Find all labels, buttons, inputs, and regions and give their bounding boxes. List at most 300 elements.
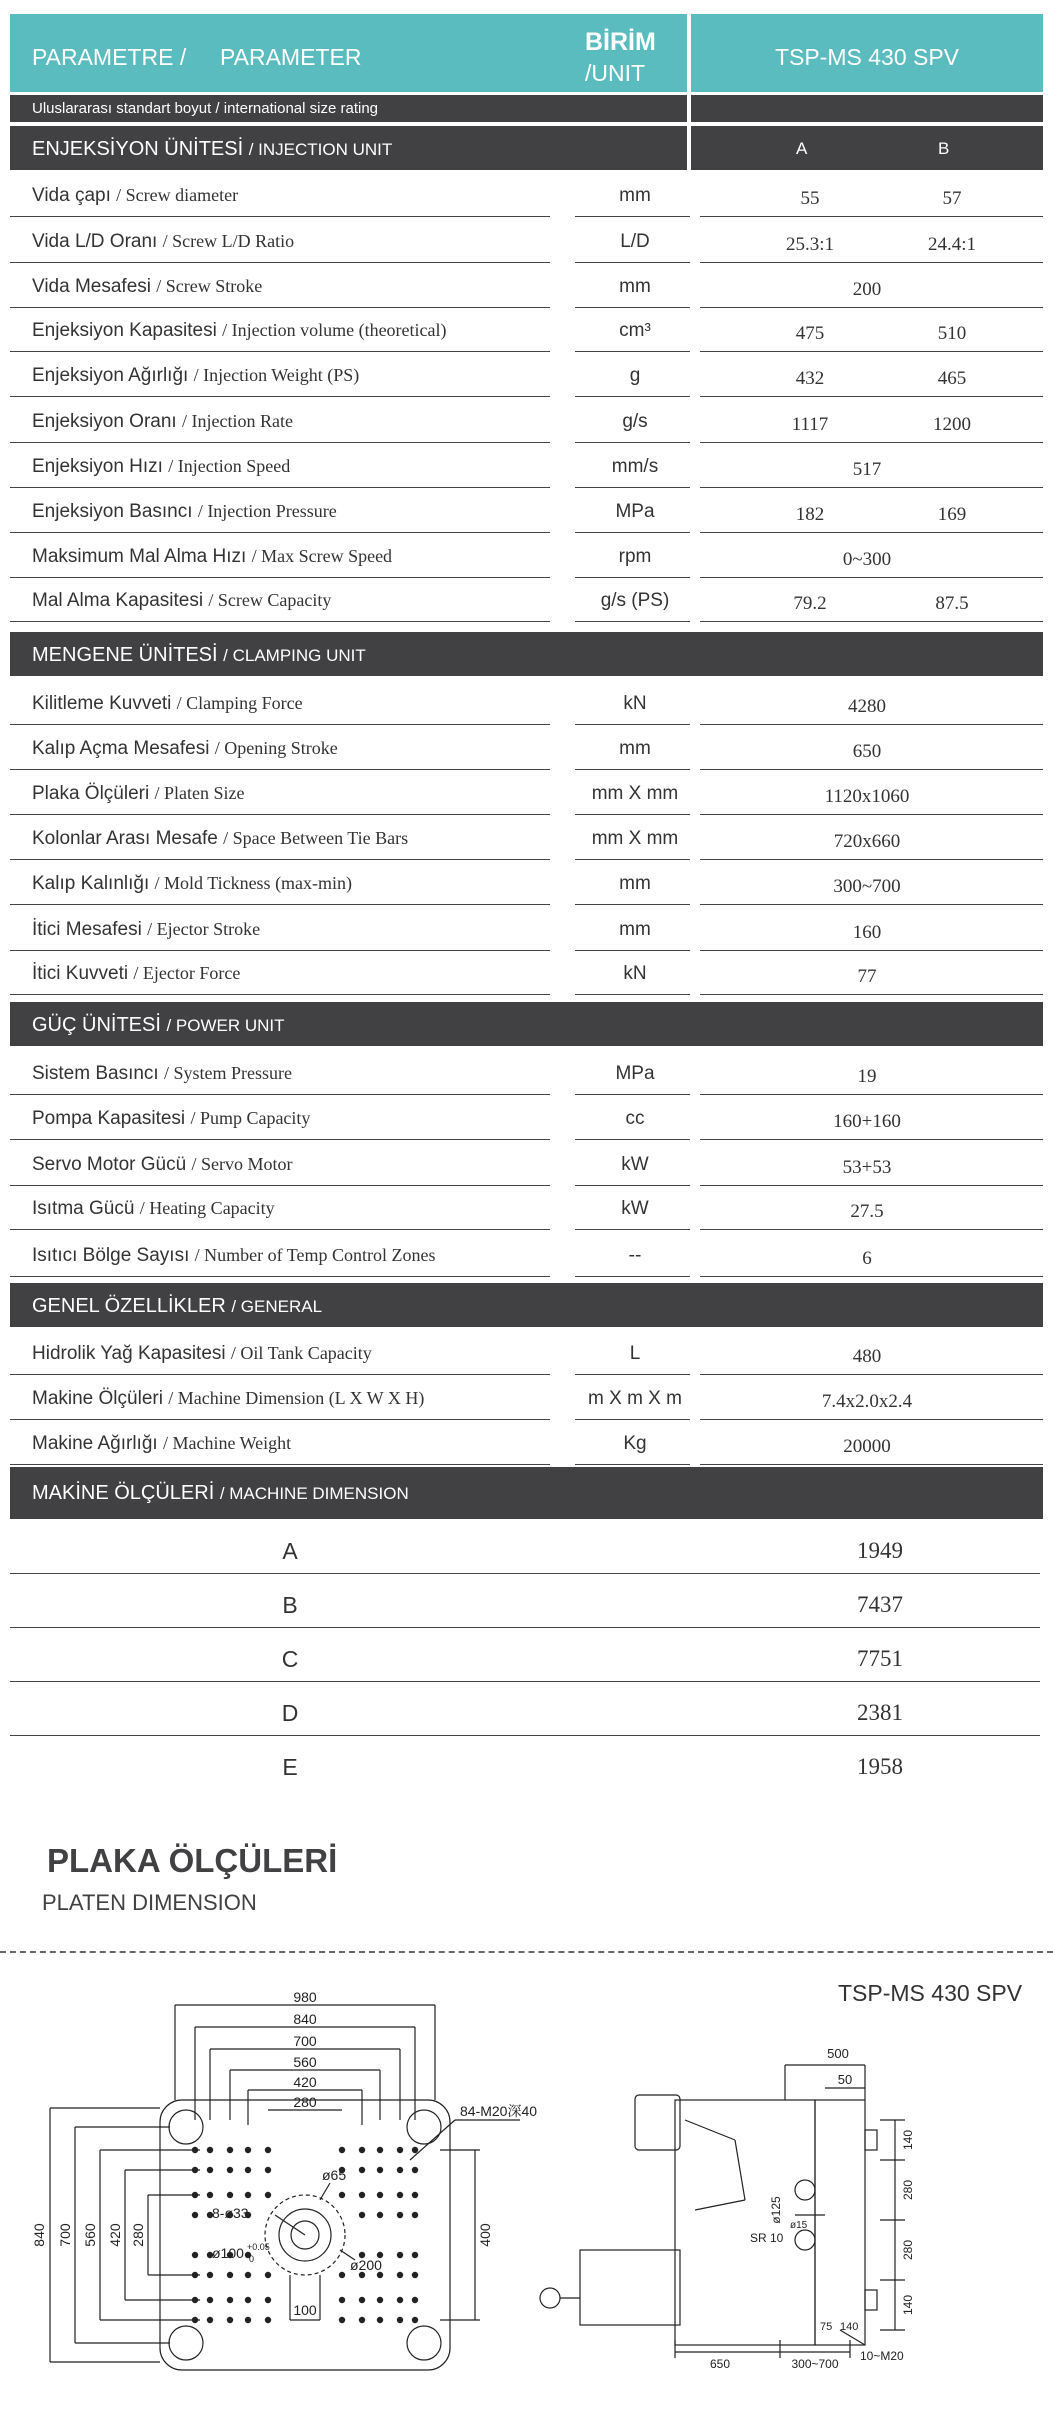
spec-value: 200 xyxy=(852,279,882,300)
spec-unit: mm xyxy=(619,738,651,759)
spec-unit: MPa xyxy=(615,501,655,522)
spec-row xyxy=(10,1185,1043,1230)
mounting-hole xyxy=(397,2212,403,2218)
spec-label xyxy=(32,963,240,985)
spec-unit: kW xyxy=(621,1198,649,1219)
spec-label-tr: İtici Kuvveti xyxy=(32,963,129,984)
spec-label-en: / Injection Pressure xyxy=(197,501,337,521)
row-divider xyxy=(700,216,1043,218)
spec-label-en: / Platen Size xyxy=(154,783,245,803)
section-title-en: / INJECTION UNIT xyxy=(248,140,393,159)
spec-unit: mm xyxy=(619,185,651,206)
mounting-hole xyxy=(265,2147,271,2153)
spec-label xyxy=(32,1108,310,1130)
dimension-value: 1949 xyxy=(857,1538,903,1563)
spec-label-en: / Ejector Force xyxy=(133,963,241,983)
section-title-tr: GÜÇ ÜNİTESİ xyxy=(32,1014,161,1036)
spec-value-b: 465 xyxy=(937,368,967,389)
spec-label-tr: Isıtma Gücü xyxy=(32,1198,135,1219)
spec-row xyxy=(10,1095,1043,1140)
spec-value-a: 182 xyxy=(795,504,825,525)
mounting-hole xyxy=(412,2147,418,2153)
dim-label: 400 xyxy=(477,2223,493,2247)
spec-row xyxy=(10,815,1043,860)
spec-value-a: 25.3:1 xyxy=(785,234,835,255)
spec-label-tr: Enjeksiyon Kapasitesi xyxy=(32,320,217,341)
row-divider xyxy=(10,621,550,623)
tie-bar-hole xyxy=(407,2326,441,2360)
spec-label-en: / Oil Tank Capacity xyxy=(230,1343,372,1363)
spec-label xyxy=(32,456,290,478)
mounting-hole xyxy=(359,2167,365,2173)
cylinder-block xyxy=(580,2250,680,2325)
row-divider xyxy=(575,396,690,398)
section-title-tr: ENJEKSİYON ÜNİTESİ xyxy=(32,138,244,160)
spec-unit: kW xyxy=(621,1154,649,1175)
spec-label-tr: Vida L/D Oranı xyxy=(32,231,158,252)
spec-unit: rpm xyxy=(618,546,652,567)
section-injection-columns xyxy=(691,126,1043,170)
spec-value-a: 79.2 xyxy=(793,593,827,614)
dim-label: 75 xyxy=(820,2321,833,2333)
section-injection xyxy=(10,126,687,170)
row-divider xyxy=(10,216,550,218)
spec-label xyxy=(32,231,294,253)
spec-label-tr: Kolonlar Arası Mesafe xyxy=(32,828,218,849)
dim-label: 280 xyxy=(901,2179,915,2201)
spec-label-en: / Space Between Tie Bars xyxy=(223,828,409,848)
dim-label: 980 xyxy=(293,1990,317,2005)
row-divider xyxy=(575,904,690,906)
spec-unit: mm X mm xyxy=(591,828,679,849)
mounting-hole xyxy=(397,2272,403,2278)
spec-row xyxy=(10,443,1043,488)
mounting-hole xyxy=(412,2252,418,2258)
subheader-text: Uluslararası standart boyut / international size rating xyxy=(32,100,379,117)
mounting-hole xyxy=(397,2297,403,2303)
dashed-divider xyxy=(0,1951,1053,1953)
row-divider xyxy=(10,994,550,996)
spec-label-en: / Screw Stroke xyxy=(156,276,263,296)
spec-label-tr: Kilitleme Kuvveti xyxy=(32,693,172,714)
spec-label xyxy=(32,1388,424,1410)
spec-value-a: 432 xyxy=(795,368,825,389)
dim-label: 280 xyxy=(901,2239,915,2261)
spec-row xyxy=(10,725,1043,770)
row-divider xyxy=(575,994,690,996)
row-divider xyxy=(10,1464,550,1466)
dim-label: ø200 xyxy=(350,2257,382,2273)
spec-label-en: / Max Screw Speed xyxy=(251,546,393,566)
dim-label: 650 xyxy=(709,2357,731,2371)
row-divider xyxy=(10,1229,550,1231)
spec-row xyxy=(10,1050,1043,1095)
spec-label xyxy=(32,365,359,387)
dim-label: 560 xyxy=(82,2223,98,2247)
dim-label: 280 xyxy=(293,2094,317,2110)
spec-unit: g/s (PS) xyxy=(600,590,670,611)
tie-bar-hole xyxy=(169,2326,203,2360)
row-divider xyxy=(700,1139,1043,1141)
spec-value: 0~300 xyxy=(842,549,892,570)
spec-label-en: / Injection Weight (PS) xyxy=(193,365,360,385)
spec-value-a: 55 xyxy=(800,188,820,209)
spec-row xyxy=(10,906,1043,951)
dimension-row xyxy=(10,1736,1040,1790)
spec-label-tr: Hidrolik Yağ Kapasitesi xyxy=(32,1343,226,1364)
spec-unit: mm xyxy=(619,276,651,297)
spec-value-b: 24.4:1 xyxy=(927,234,977,255)
dim-label: +0.05 xyxy=(247,2242,270,2252)
section-title-en: / CLAMPING UNIT xyxy=(223,646,366,665)
section-general xyxy=(10,1283,1043,1327)
mounting-hole xyxy=(227,2192,233,2198)
cylinder-end xyxy=(540,2288,560,2308)
tie-bar-hole xyxy=(407,2110,441,2144)
spec-value: 77 xyxy=(857,966,877,987)
spec-value-a: 1117 xyxy=(791,414,829,435)
section-clamping xyxy=(10,632,1043,676)
dimension-key: D xyxy=(281,1700,299,1726)
mounting-hole xyxy=(412,2192,418,2198)
dimension-value: 2381 xyxy=(857,1700,903,1725)
spec-value: 27.5 xyxy=(850,1201,884,1222)
dim-label: 500 xyxy=(827,2046,849,2061)
dim-label: 840 xyxy=(293,2011,317,2027)
mounting-hole xyxy=(359,2317,365,2323)
mounting-hole xyxy=(192,2272,198,2278)
dim-label: 700 xyxy=(293,2033,317,2049)
spec-row xyxy=(10,1141,1043,1186)
mounting-hole xyxy=(359,2147,365,2153)
section-title-tr: MENGENE ÜNİTESİ xyxy=(32,644,218,666)
spec-row xyxy=(10,172,1043,217)
spec-label xyxy=(32,320,447,342)
row-divider xyxy=(575,621,690,623)
spec-value: 19 xyxy=(857,1066,877,1087)
dim-label: 140 xyxy=(901,2129,915,2151)
spec-unit: m X m X m xyxy=(588,1388,682,1409)
platen-model: TSP-MS 430 SPV xyxy=(838,1980,1023,2006)
mounting-hole xyxy=(397,2317,403,2323)
spec-label-tr: Enjeksiyon Ağırlığı xyxy=(32,365,189,386)
dimension-row xyxy=(10,1520,1040,1574)
mounting-hole xyxy=(192,2252,198,2258)
spec-unit: MPa xyxy=(615,1063,655,1084)
dim-label: 560 xyxy=(293,2054,317,2070)
spec-value: 7.4x2.0x2.4 xyxy=(821,1391,913,1412)
spec-label xyxy=(32,738,338,760)
subheader-bar xyxy=(10,95,687,122)
mounting-hole xyxy=(245,2167,251,2173)
spec-value-a: 475 xyxy=(795,323,825,344)
platen-front-drawing xyxy=(0,1990,560,2420)
mounting-hole xyxy=(397,2167,403,2173)
mounting-hole xyxy=(359,2212,365,2218)
spec-row xyxy=(10,1420,1043,1465)
spec-label-tr: Vida çapı xyxy=(32,185,111,206)
mounting-hole xyxy=(377,2192,383,2198)
subheader-bar-right xyxy=(691,95,1043,122)
row-divider xyxy=(700,904,1043,906)
mounting-hole xyxy=(339,2297,345,2303)
spec-label xyxy=(32,501,337,523)
dim-label: 0 xyxy=(249,2254,255,2264)
mounting-hole xyxy=(227,2317,233,2323)
row-divider xyxy=(10,1276,550,1278)
dim-label: 50 xyxy=(837,2072,853,2087)
spec-value: 160 xyxy=(852,922,882,943)
mounting-hole xyxy=(227,2297,233,2303)
spec-unit: mm xyxy=(619,873,651,894)
header-unit-tr: BİRİM xyxy=(585,28,656,56)
mounting-hole xyxy=(227,2167,233,2173)
dim-label: ø125 xyxy=(769,2196,783,2224)
row-divider xyxy=(700,1276,1043,1278)
section-title-tr: MAKİNE ÖLÇÜLERİ xyxy=(32,1482,215,1504)
spec-label-en: / Machine Dimension (L X W X H) xyxy=(168,1388,425,1408)
spec-label-tr: Mal Alma Kapasitesi xyxy=(32,590,204,611)
mounting-hole xyxy=(207,2297,213,2303)
spec-label xyxy=(32,546,392,568)
spec-row xyxy=(10,950,1043,995)
spec-unit: cm³ xyxy=(619,320,651,341)
mounting-hole xyxy=(397,2147,403,2153)
spec-value: 480 xyxy=(852,1346,882,1367)
spec-label-en: / Injection Speed xyxy=(168,456,291,476)
mounting-hole xyxy=(192,2147,198,2153)
spec-unit: g xyxy=(629,365,641,386)
column-a-label: A xyxy=(796,139,808,158)
spec-row xyxy=(10,1232,1043,1277)
spec-label-en: / Heating Capacity xyxy=(139,1198,275,1218)
mounting-hole xyxy=(245,2297,251,2303)
spec-value: 160+160 xyxy=(833,1111,901,1132)
spec-unit: mm/s xyxy=(611,456,659,477)
header-parameter-cell xyxy=(10,14,687,92)
spec-label-tr: Pompa Kapasitesi xyxy=(32,1108,186,1129)
spec-unit: g/s xyxy=(622,411,648,432)
mounting-hole xyxy=(377,2167,383,2173)
mounting-hole xyxy=(207,2192,213,2198)
spec-row xyxy=(10,263,1043,308)
spec-label-en: / Pump Capacity xyxy=(190,1108,311,1128)
section-machine-dimension xyxy=(10,1467,1043,1519)
mounting-hole xyxy=(207,2147,213,2153)
spec-value-b: 510 xyxy=(937,323,967,344)
mounting-hole xyxy=(412,2167,418,2173)
spec-value-b: 169 xyxy=(937,504,967,525)
row-divider xyxy=(700,396,1043,398)
spec-label xyxy=(32,828,408,850)
spec-label-en: / Mold Tickness (max-min) xyxy=(154,873,353,893)
spec-row xyxy=(10,352,1043,397)
spec-label-tr: Makine Ölçüleri xyxy=(32,1388,163,1409)
spec-row xyxy=(10,1375,1043,1420)
dim-label: 140 xyxy=(901,2294,915,2316)
spec-label xyxy=(32,693,303,715)
section-title-en: / POWER UNIT xyxy=(166,1016,285,1035)
spec-value: 6 xyxy=(862,1248,872,1269)
row-divider xyxy=(700,994,1043,996)
mounting-hole xyxy=(265,2317,271,2323)
header-param-tr: PARAMETRE / xyxy=(32,44,187,70)
spec-label xyxy=(32,590,331,612)
section-power xyxy=(10,1002,1043,1046)
dimension-value: 7751 xyxy=(857,1646,903,1671)
row-divider xyxy=(575,216,690,218)
dimension-row xyxy=(10,1628,1040,1682)
section-title-en: / GENERAL xyxy=(231,1297,323,1316)
spec-unit: Kg xyxy=(623,1433,647,1454)
mounting-hole xyxy=(412,2272,418,2278)
spec-label-en: / Injection Rate xyxy=(181,411,293,431)
row-divider xyxy=(10,396,550,398)
row-divider xyxy=(575,1229,690,1231)
mounting-hole xyxy=(192,2317,198,2323)
mounting-hole xyxy=(265,2272,271,2278)
column-b-label: B xyxy=(938,139,950,158)
row-divider xyxy=(700,621,1043,623)
spec-value: 4280 xyxy=(848,696,886,717)
dim-label: 84-M20深40 xyxy=(460,2103,538,2119)
spec-value-b: 1200 xyxy=(933,414,971,435)
spec-unit: kN xyxy=(623,963,647,984)
spec-label-tr: Kalıp Açma Mesafesi xyxy=(32,738,210,759)
header-unit-en: /UNIT xyxy=(585,60,646,86)
spec-label xyxy=(32,919,260,941)
spec-value: 300~700 xyxy=(833,876,901,897)
spec-row xyxy=(10,218,1043,263)
dim-label: 140 xyxy=(840,2321,859,2333)
dim-label: 840 xyxy=(31,2223,47,2247)
section-title-en: / MACHINE DIMENSION xyxy=(219,1484,409,1503)
mounting-hole xyxy=(207,2317,213,2323)
spec-value: 53+53 xyxy=(842,1157,892,1178)
dim-label: 280 xyxy=(130,2223,146,2247)
row-divider xyxy=(575,1464,690,1466)
spec-row xyxy=(10,398,1043,443)
mounting-hole xyxy=(359,2297,365,2303)
spec-label-tr: Maksimum Mal Alma Hızı xyxy=(32,546,247,567)
dimension-value: 7437 xyxy=(857,1592,903,1617)
mounting-hole xyxy=(377,2297,383,2303)
spec-label-en: / Ejector Stroke xyxy=(147,919,261,939)
mounting-hole xyxy=(359,2192,365,2198)
dimension-value: 1958 xyxy=(857,1754,903,1779)
spec-label-tr: Servo Motor Gücü xyxy=(32,1154,187,1175)
row-divider xyxy=(575,1139,690,1141)
dim-label: 420 xyxy=(293,2074,317,2090)
spec-label xyxy=(32,276,262,298)
dimension-row xyxy=(10,1682,1040,1736)
spec-value: 20000 xyxy=(843,1436,891,1457)
spec-label-tr: Kalıp Kalınlığı xyxy=(32,873,150,894)
spec-label-tr: Isıtıcı Bölge Sayısı xyxy=(32,1245,190,1266)
dim-label: ø100 xyxy=(212,2245,244,2261)
mounting-hole xyxy=(339,2192,345,2198)
spec-unit: -- xyxy=(628,1245,642,1266)
mounting-hole xyxy=(339,2317,345,2323)
mounting-hole xyxy=(227,2272,233,2278)
spec-row xyxy=(10,860,1043,905)
spec-label-tr: İtici Mesafesi xyxy=(32,919,142,940)
dim-label: ø65 xyxy=(322,2167,347,2183)
mounting-hole xyxy=(339,2272,345,2278)
dim-label: SR 10 xyxy=(750,2231,784,2245)
row-divider xyxy=(575,1276,690,1278)
spec-value: 720x660 xyxy=(833,831,901,852)
header-model-cell xyxy=(691,14,1043,92)
mounting-hole xyxy=(377,2212,383,2218)
spec-label-en: / Screw L/D Ratio xyxy=(162,231,295,251)
mounting-hole xyxy=(377,2317,383,2323)
mounting-hole xyxy=(412,2212,418,2218)
spec-row xyxy=(10,1330,1043,1375)
mounting-hole xyxy=(192,2297,198,2303)
row-divider xyxy=(700,1229,1043,1231)
spec-label-en: / Machine Weight xyxy=(162,1433,292,1453)
spec-row xyxy=(10,488,1043,533)
spec-unit: mm X mm xyxy=(591,783,679,804)
mounting-hole xyxy=(265,2167,271,2173)
spec-row xyxy=(10,533,1043,578)
spec-label-en: / Servo Motor xyxy=(191,1154,293,1174)
spec-row xyxy=(10,680,1043,725)
spec-label xyxy=(32,873,352,895)
mounting-hole xyxy=(245,2147,251,2153)
mounting-hole xyxy=(412,2297,418,2303)
mounting-hole xyxy=(192,2167,198,2173)
dimension-key: A xyxy=(282,1538,298,1564)
spec-label-en: / Screw diameter xyxy=(116,185,239,205)
row-divider xyxy=(10,1139,550,1141)
dimension-key: E xyxy=(282,1754,298,1780)
spec-label-en: / Injection volume (theoretical) xyxy=(222,320,447,340)
dim-label: 100 xyxy=(293,2302,317,2318)
mounting-hole xyxy=(265,2297,271,2303)
spec-unit: cc xyxy=(625,1108,645,1129)
spec-row xyxy=(10,307,1043,352)
mounting-hole xyxy=(265,2192,271,2198)
mounting-hole xyxy=(207,2167,213,2173)
dim-label: 700 xyxy=(57,2223,73,2247)
spec-label-tr: Makine Ağırlığı xyxy=(32,1433,158,1454)
mounting-hole xyxy=(192,2212,198,2218)
spec-unit: mm xyxy=(619,919,651,940)
spec-label-en: / Number of Temp Control Zones xyxy=(194,1245,436,1265)
spec-label-tr: Vida Mesafesi xyxy=(32,276,151,297)
spec-label-tr: Plaka Ölçüleri xyxy=(32,783,150,804)
spec-label-en: / Opening Stroke xyxy=(214,738,338,758)
platen-side-drawing xyxy=(520,2040,1050,2400)
spec-label-tr: Enjeksiyon Basıncı xyxy=(32,501,193,522)
mounting-hole xyxy=(412,2317,418,2323)
spec-label xyxy=(32,1154,292,1176)
spec-unit: L xyxy=(629,1343,641,1364)
mounting-hole xyxy=(207,2272,213,2278)
mounting-hole xyxy=(397,2192,403,2198)
spec-label-tr: Enjeksiyon Oranı xyxy=(32,411,177,432)
mounting-hole xyxy=(245,2272,251,2278)
spec-value-b: 87.5 xyxy=(935,593,969,614)
spec-label-en: / Clamping Force xyxy=(176,693,303,713)
spec-value: 1120x1060 xyxy=(824,786,910,807)
spec-label xyxy=(32,411,293,433)
mounting-hole xyxy=(397,2252,403,2258)
spec-value: 650 xyxy=(852,741,882,762)
mounting-hole xyxy=(245,2317,251,2323)
